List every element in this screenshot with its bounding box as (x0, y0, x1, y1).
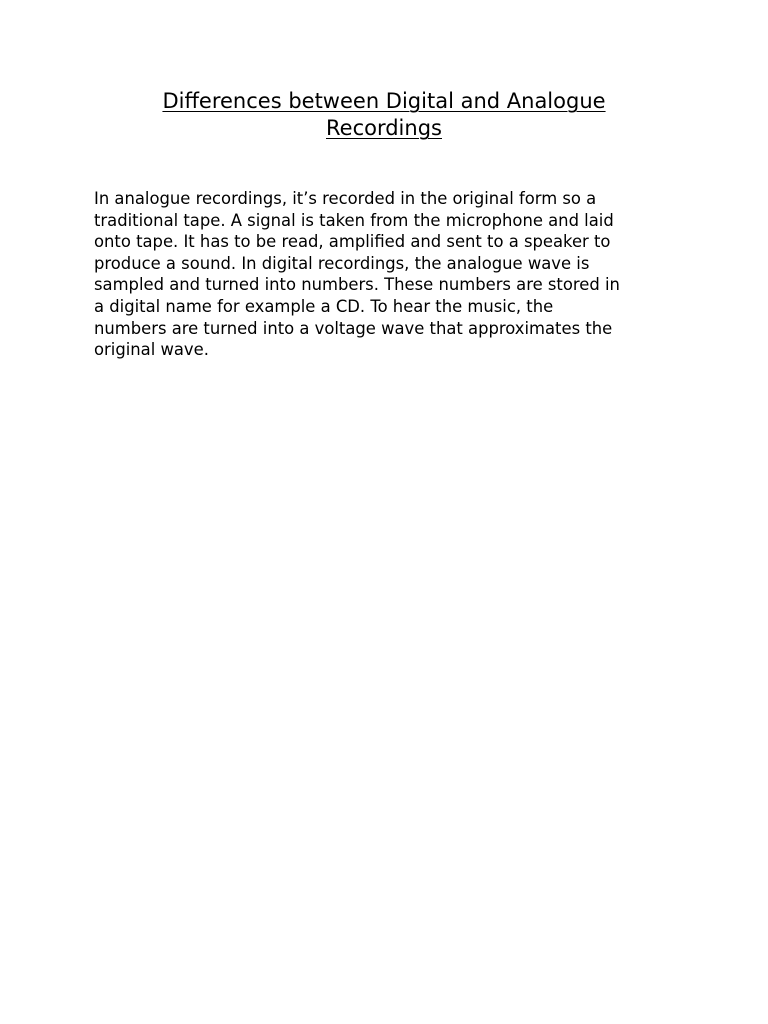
paragraph-line: In analogue recordings, it’s recorded in the original form so a (94, 189, 597, 208)
title-line-2: Recordings (326, 116, 442, 140)
paragraph-line: original wave. (94, 340, 209, 360)
body-paragraph (94, 188, 684, 361)
document-title (0, 88, 768, 142)
paragraph-line: numbers are turned into a voltage wave that approximates the (94, 318, 613, 338)
paragraph-line: onto tape. It has to be read, amplified and sent to a speaker to (94, 232, 611, 252)
paragraph-line: a digital name for example a CD. To hear the music, the (94, 296, 554, 316)
paragraph-line: sampled and turned into numbers. These numbers are stored in (94, 275, 620, 295)
paragraph-line: traditional tape. A signal is taken from the microphone and laid (94, 210, 614, 230)
title-line-1: Differences between Digital and Analogue (162, 89, 606, 113)
paragraph-line: produce a sound. In digital recordings, the analogue wave is (94, 253, 590, 273)
